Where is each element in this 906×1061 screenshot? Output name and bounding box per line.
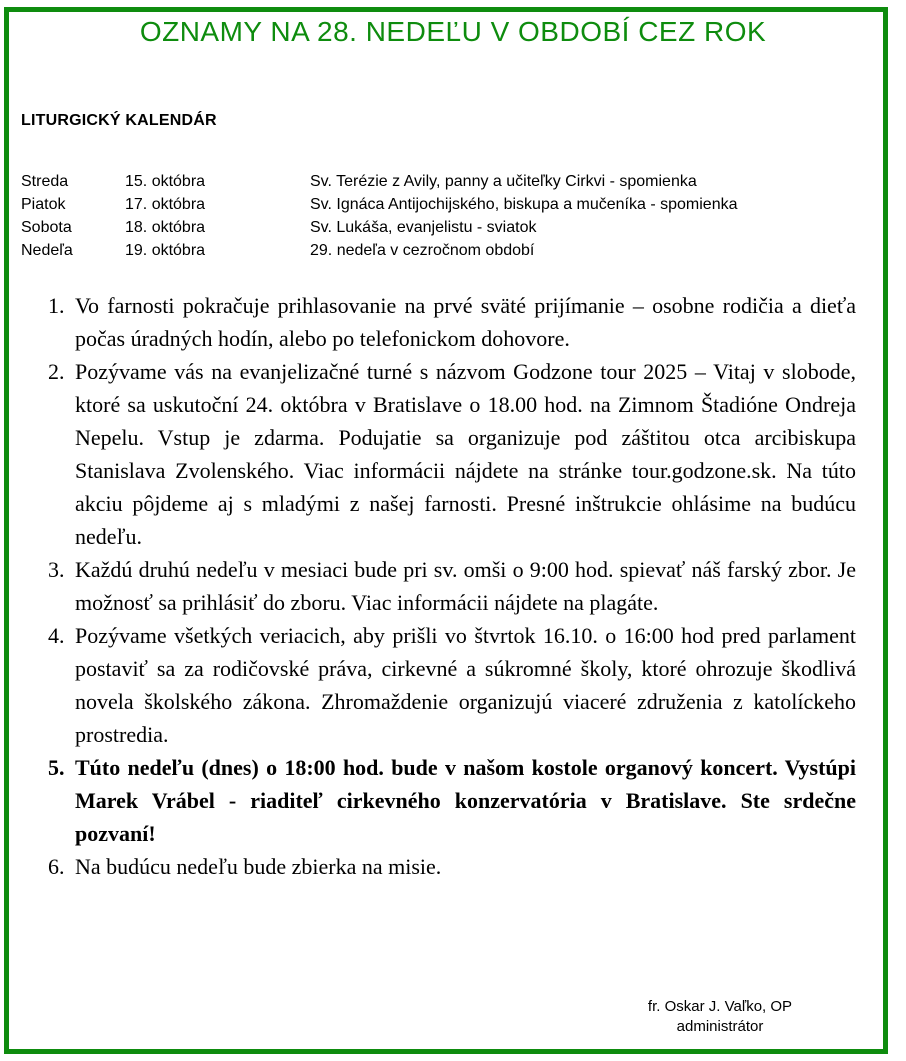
- calendar-description: Sv. Ignáca Antijochijského, biskupa a mučeníka - spomienka: [310, 196, 738, 213]
- announcement-item-highlighted: [48, 751, 856, 850]
- calendar-row: [21, 239, 876, 262]
- calendar-date: 15. októbra: [125, 173, 206, 190]
- page-title: OZNAMY NA 28. NEDEĽU V OBDOBÍ CEZ ROK: [139, 16, 767, 47]
- signature-name: fr. Oskar J. Vaľko, OP: [647, 998, 793, 1015]
- announcement-text: Túto nedeľu (dnes) o 18:00 hod. bude v našom kostole organový koncert. Vystúpi Marek Vrábel - riaditeľ cirkevného konzervatória v Bratislave. Ste srdečne pozvaní!: [75, 755, 856, 846]
- announcement-item: [48, 553, 856, 619]
- announcement-number: 5.: [48, 755, 65, 780]
- calendar-day: Streda: [21, 173, 69, 190]
- liturgical-calendar-table: [21, 170, 876, 262]
- calendar-row: [21, 170, 876, 193]
- announcement-text: Vo farnosti pokračuje prihlasovanie na prvé sväté prijímanie – osobne rodičia a dieťa počas úradných hodín, alebo po telefonickom dohovore.: [75, 293, 856, 351]
- liturgical-calendar-heading: LITURGICKÝ KALENDÁR: [21, 112, 217, 129]
- calendar-day: Sobota: [21, 219, 72, 236]
- signature-block: [600, 997, 840, 1037]
- calendar-description: Sv. Lukáša, evanjelistu - sviatok: [310, 219, 537, 236]
- announcement-text: Každú druhú nedeľu v mesiaci bude pri sv. omši o 9:00 hod. spievať náš farský zbor. Je možnosť sa prihlásiť do zboru. Viac informácii nájdete na plagáte.: [75, 557, 856, 615]
- announcement-item: [48, 355, 856, 553]
- calendar-date: 19. októbra: [125, 242, 206, 259]
- signature-role: administrátor: [676, 1018, 764, 1035]
- calendar-row: [21, 216, 876, 239]
- calendar-description: 29. nedeľa v cezročnom období: [310, 242, 535, 259]
- announcement-text: Na budúcu nedeľu bude zbierka na misie.: [75, 854, 442, 879]
- announcement-number: 2.: [48, 359, 65, 384]
- calendar-day: Piatok: [21, 196, 66, 213]
- announcement-item: [48, 850, 856, 883]
- calendar-date: 17. októbra: [125, 196, 206, 213]
- announcement-number: 3.: [48, 557, 65, 582]
- announcement-item: [48, 619, 856, 751]
- announcements-list: [48, 289, 856, 883]
- announcement-text: Pozývame vás na evanjelizačné turné s názvom Godzone tour 2025 – Vitaj v slobode, ktoré sa uskutoční 24. októbra v Bratislave o 18.00 hod. na Zimnom Štadióne Ondreja Nepelu. Vstup je zdarma. Podujatie sa organizuje pod záštitou otca arcibiskupa Stanislava Zvolenského. Viac informácii nájdete na stránke tour.godzone.sk. Na túto akciu pôjdeme aj s mladými z našej farnosti. Presné inštrukcie ohlásime na budúcu nedeľu.: [75, 359, 856, 549]
- announcement-number: 4.: [48, 623, 65, 648]
- calendar-date: 18. októbra: [125, 219, 206, 236]
- announcement-item: [48, 289, 856, 355]
- calendar-day: Nedeľa: [21, 242, 73, 259]
- calendar-row: [21, 193, 876, 216]
- announcement-number: 1.: [48, 293, 65, 318]
- announcement-text: Pozývame všetkých veriacich, aby prišli vo štvrtok 16.10. o 16:00 hod pred parlament postaviť sa za rodičovské práva, cirkevné a súkromné školy, ktoré ohrozuje škodlivá novela školského zákona. Zhromaždenie organizujú viaceré združenia z katolíckeho prostredia.: [75, 623, 856, 747]
- calendar-description: Sv. Terézie z Avily, panny a učiteľky Cirkvi - spomienka: [310, 173, 697, 190]
- announcement-number: 6.: [48, 854, 65, 879]
